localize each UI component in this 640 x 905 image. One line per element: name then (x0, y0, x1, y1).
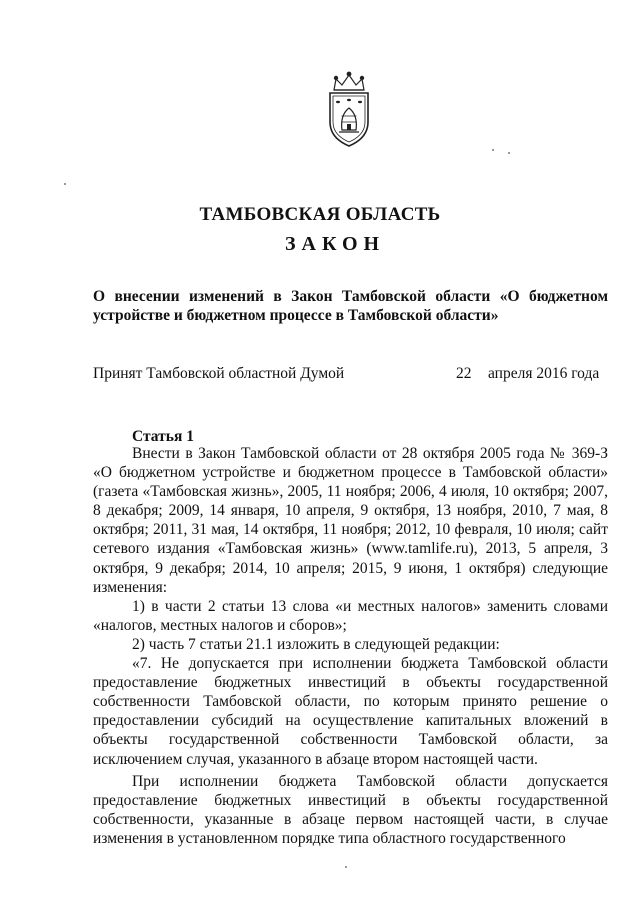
article-item-2: 2) часть 7 статьи 21.1 изложить в следующей редакции: (132, 635, 500, 653)
article-body (93, 444, 608, 848)
article-paragraph: При исполнении бюджета Тамбовской области допускается предоставление бюджетных инвестиций в объекты государственной собственности, указанные в абзаце первом настоящей части, в случае изменения в установленном порядке типа областного государственного (93, 772, 608, 847)
scan-speck (345, 866, 347, 868)
adopted-by: Принят Тамбовской областной Думой (93, 365, 345, 382)
article-title: Статья 1 (132, 428, 194, 445)
article-paragraph: Внести в Закон Тамбовской области от 28 октября 2005 года № 369-З «О бюджетном устройстве и бюджетном процессе в Тамбовской области» (газета «Тамбовская жизнь», 2005, 11 ноября; 2006, 4 июля, 10 октября; 2007, 8 декабря; 2009, 14 января, 10 апреля, 9 октября, 13 ноября, 2010, 7 мая, 8 октября; 2011, 31 мая, 14 октября, 11 ноября; 2012, 10 февраля, 10 июля; сайт сетевого издания «Тамбовская жизнь» (www.tamlife.ru), 2013, 5 апреля, 3 октября, 9 декабря; 2014, 10 апреля; 2015, 9 июня, 1 октября) следующие изменения: (93, 445, 608, 596)
article-item-1: 1) в части 2 статьи 13 слова «и местных налогов» заменить словами «налогов, местных налогов и сборов»; (93, 597, 608, 634)
region-title: ТАМБОВСКАЯ ОБЛАСТЬ (199, 204, 441, 225)
scan-speck (508, 152, 510, 154)
adoption-month-year: апреля 2016 года (488, 365, 600, 382)
scan-speck (492, 149, 494, 151)
document-type: ЗАКОН (284, 233, 386, 255)
scan-speck (64, 183, 66, 185)
adoption-day: 22 (456, 365, 472, 382)
law-subject: О внесении изменений в Закон Тамбовской области «О бюджетном устройстве и бюджетном процессе в Тамбовской области» (93, 288, 608, 324)
adoption-line (93, 364, 608, 384)
quoted-part-7: «7. Не допускается при исполнении бюджета Тамбовской области предоставление бюджетных инвестиций в объекты государственной собственности Тамбовской области, по которым принято решение о предоставлении субсидий на осуществление капитальных вложений в объекты государственной собственности Тамбовской области, за исключением случая, указанного в абзаце втором настоящей части. (93, 655, 608, 768)
tambov-coat-of-arms-icon (322, 70, 376, 148)
